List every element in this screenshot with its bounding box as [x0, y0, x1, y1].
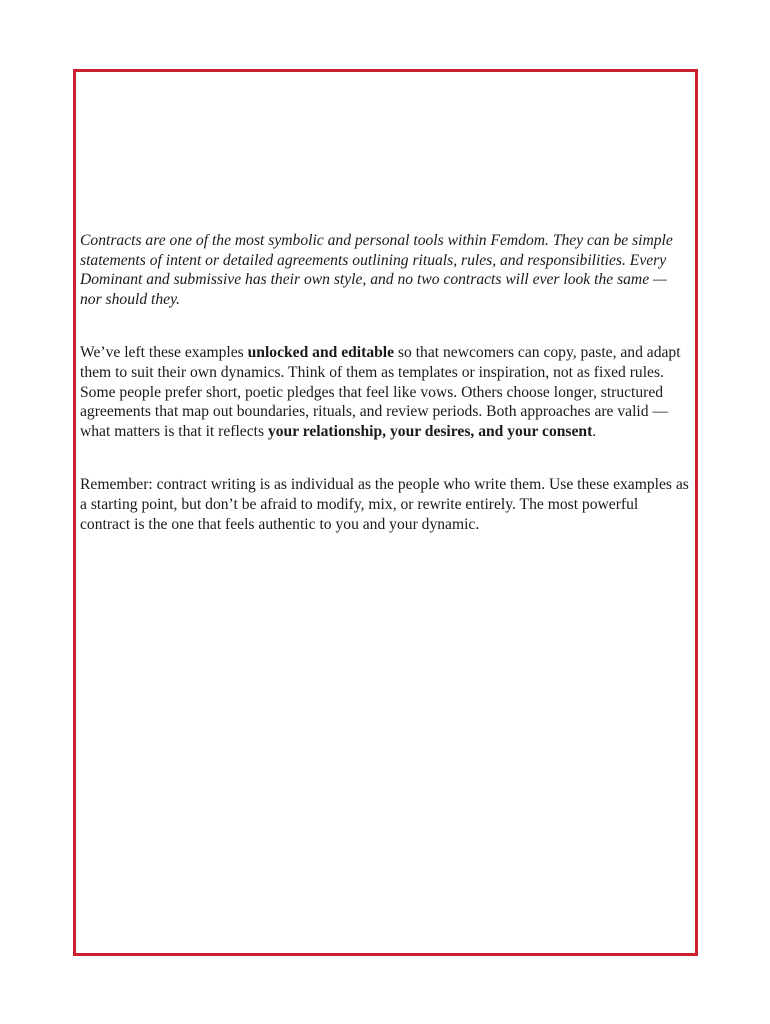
paragraph-text: We’ve left these examples [80, 344, 248, 362]
bold-phrase-unlocked: unlocked and editable [247, 344, 395, 362]
intro-paragraph: Contracts are one of the most symbolic and personal tools within Femdom. They can be simple statements of intent or detailed agreements outlining rituals, rules, and responsibilities. Every Dominant and submissive has their own style, and no two contracts will ever look the same — nor should they. [80, 232, 673, 308]
paragraph-text: . [592, 422, 597, 440]
bold-phrase-relationship: your relationship, your desires, and your consent [267, 422, 593, 440]
paragraph-text: so that newcomers can copy, paste, and adapt them to suit their own dynamics. Think of them as templates or inspiration, not as fixed rules. Some people prefer short, poetic pledges that feel like vows. Others choose longer, structured agreements that map out boundaries, rituals, and review periods. Both approaches are valid — what matters is that it reflects [80, 344, 681, 440]
editable-examples-paragraph [80, 343, 692, 441]
remember-paragraph: Remember: contract writing is as individual as the people who write them. Use these examples as a starting point, but don’t be afraid to modify, mix, or rewrite entirely. The most powerful contract is the one that feels authentic to you and your dynamic. [80, 476, 689, 533]
page-frame [73, 69, 698, 956]
document-body [80, 231, 692, 568]
